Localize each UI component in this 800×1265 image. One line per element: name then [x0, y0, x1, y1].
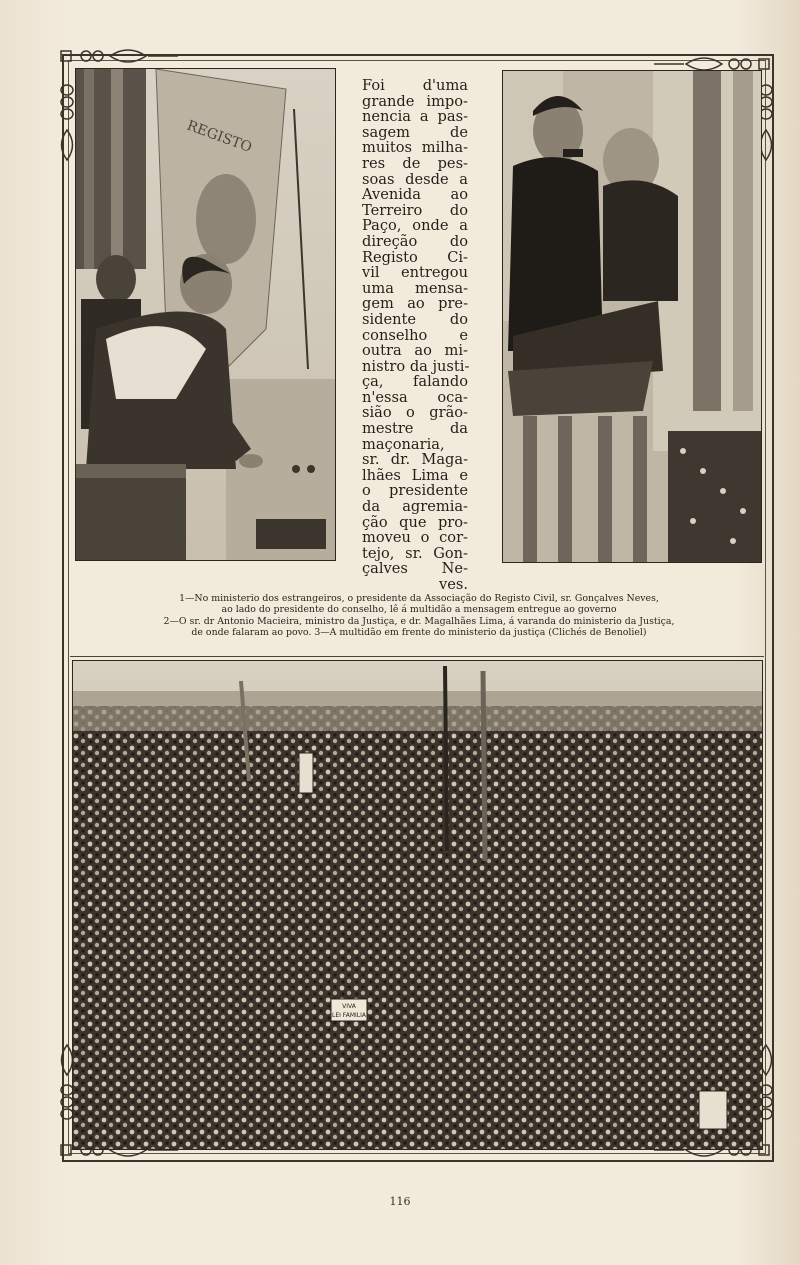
article-line: Paço, onde a: [362, 217, 468, 235]
article-line: nistro da justi-: [362, 357, 470, 375]
article-line: nencia a pas-: [362, 108, 468, 126]
article-line: direção do: [362, 232, 468, 250]
photo-caption: [78, 593, 760, 639]
article-line: lhães Lima e: [362, 466, 468, 484]
page-number: 116: [389, 1195, 411, 1208]
article-line: sagem de: [362, 123, 468, 141]
article-line: tejo, sr. Gon-: [362, 544, 468, 562]
caption-line: 2—O sr. dr Antonio Macieira, ministro da Justiça, e dr. Magalhães Lima, á varanda do ministerio da Justiça,: [163, 615, 675, 627]
photo-crowd-ministry-of-justice: [72, 660, 763, 1150]
article-line: da agremia-: [362, 498, 468, 516]
article-line: çalves Ne-: [362, 560, 468, 578]
article-line: outra ao mi-: [362, 342, 468, 360]
article-line: moveu o cor-: [362, 529, 468, 547]
article-line: vil entregou: [362, 264, 468, 282]
article-line: ção que pro-: [362, 513, 468, 531]
section-divider: [70, 656, 764, 657]
article-line: Avenida ao: [362, 186, 468, 204]
article-line: Foi d'uma: [362, 77, 468, 94]
article-line: o presidente: [362, 482, 468, 500]
article-line: sião o grão-: [362, 404, 468, 422]
photo-president-reading-message: [75, 68, 336, 561]
article-line: maçonaria,: [362, 435, 445, 453]
article-line: n'essa oca-: [362, 388, 468, 406]
article-line: res de pes-: [362, 154, 468, 172]
article-line: ves.: [438, 576, 468, 593]
crowd-sign-text-line-1: VIVA: [342, 1003, 356, 1010]
caption-line: ao lado do presidente do conselho, lê á multidão a mensagem entregue ao governo: [221, 604, 617, 616]
caption-line: de onde falaram ao povo. 3—A multidão em frente do ministerio da justiça (Clichés de Benoliel): [191, 627, 647, 639]
article-column: [362, 78, 468, 593]
article-line: muitos milha-: [362, 139, 468, 157]
article-line: mestre da: [362, 420, 468, 438]
article-line: grande impo-: [362, 92, 468, 110]
article-line: Registo Ci-: [362, 248, 468, 266]
article-line: ça, falando: [362, 373, 468, 391]
article-line: sidente do: [362, 310, 468, 328]
article-line: uma mensa-: [362, 279, 468, 297]
crowd-sign-text-line-2: LEI FAMILIA: [332, 1012, 366, 1019]
article-line: Terreiro do: [362, 201, 468, 219]
article-line: soas desde a: [362, 170, 468, 188]
caption-line: 1—No ministerio dos estrangeiros, o presidente da Associação do Registo Civil, sr. Gonçalves Neves,: [179, 593, 659, 604]
article-line: gem ao pre-: [362, 295, 468, 313]
article-line: sr. dr. Maga-: [362, 451, 468, 469]
article-line: conselho e: [362, 326, 468, 344]
svg-text:REGISTO: REGISTO: [184, 117, 254, 156]
photo-ministers-on-balcony: [502, 70, 762, 563]
